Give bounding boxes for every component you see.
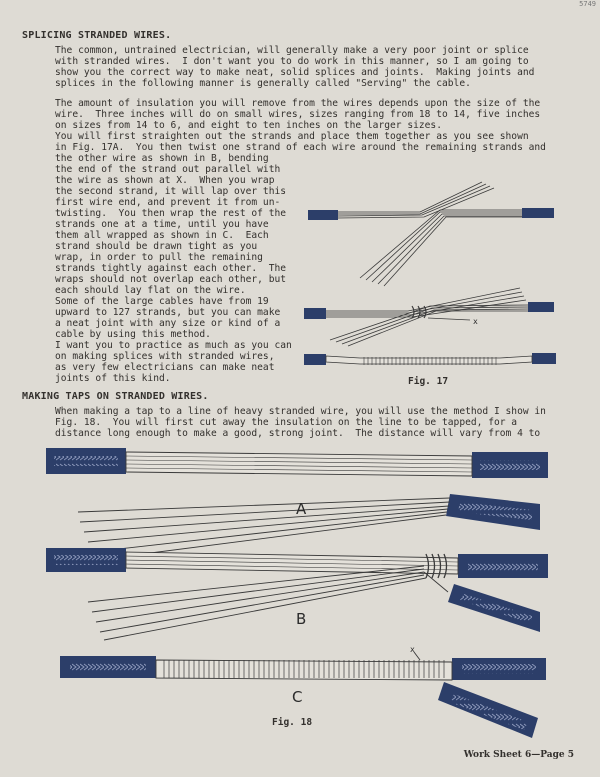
wire-insulation [528, 302, 554, 312]
wire-insulation [308, 210, 338, 220]
fig17-caption: Fig. 17 [408, 376, 449, 387]
paragraph-wrap-steps: the other wire as shown in B, bending the end of the strand out parallel with the wire as shown at X. When you wrap the second strand, it will lap over this first wire end, and prevent it from un- twisting. You then wrap the rest of the strands one at a time, until you have them all wrapped as shown in C. Each strand should be drawn tight as you wrap, in order to pull the remaining strands tightly against each other. The wraps should not overlap each other, but each should lay flat on the wire. [55, 153, 287, 296]
fig18-label-b: B [296, 610, 307, 628]
fig18a-tap-prepared [46, 448, 548, 560]
fig17c-completed-splice [304, 353, 556, 365]
fig17a-straightened-strands [308, 182, 554, 286]
paragraph-large-cables: Some of the large cables have from 19 upward to 127 strands, but you can make a neat joint with any size or kind of a cable by using this method. [55, 296, 281, 340]
section-heading-splicing: SPLICING STRANDED WIRES. [22, 30, 172, 41]
fig17-illustration [300, 180, 565, 380]
paragraph-straighten: You will first straighten out the strands and place them together as you see shown in Fig. 17A. You then twist one strand of each wire around the remaining strands and [55, 131, 546, 153]
paragraph-insulation: The amount of insulation you will remove from the wires depends upon the size of the wire. Three inches will do on small wires, sizes ranging from 18 to 14, five inches on sizes from 14 to 6, and eight to ten inches on the larger sizes. [55, 98, 541, 131]
paragraph-intro: The common, untrained electrician, will generally make a very poor joint or splice with stranded wires. I don't want you to do work in this manner, so I am going to show you the correct way to make neat, solid splices and joints. Making joints and splices in the following manner is generally called "Serving" the cable. [55, 45, 535, 89]
wire-insulation [304, 354, 326, 365]
wire-insulation [522, 208, 554, 218]
fig17-x-label: x [473, 317, 478, 326]
section-heading-taps: MAKING TAPS ON STRANDED WIRES. [22, 391, 209, 402]
fig18-illustration [40, 442, 550, 742]
wire-insulation [304, 308, 326, 319]
fig18b-tap-partially-wrapped [46, 548, 548, 640]
paragraph-taps: When making a tap to a line of heavy stranded wire, you will use the method I show in Fig. 18. You will first cut away the insulation on the line to be tapped, for a distance long enough to make a good, strong joint. The distance will vary from 4 to [55, 406, 546, 439]
paragraph-practice: I want you to practice as much as you can on making splices with stranded wires, as very few electricians can make neat joints of this kind. [55, 340, 292, 384]
fig17b-first-strand-wrapped [304, 288, 554, 346]
fig18-caption: Fig. 18 [272, 717, 313, 728]
wire-insulation [532, 353, 556, 364]
scan-mark: 5749 [579, 0, 596, 8]
fig18-x-label: x [410, 645, 415, 654]
fig18-label-a: A [296, 500, 307, 518]
fig18-label-c: C [292, 688, 303, 706]
page-footer: Work Sheet 6—Page 5 [463, 750, 574, 760]
